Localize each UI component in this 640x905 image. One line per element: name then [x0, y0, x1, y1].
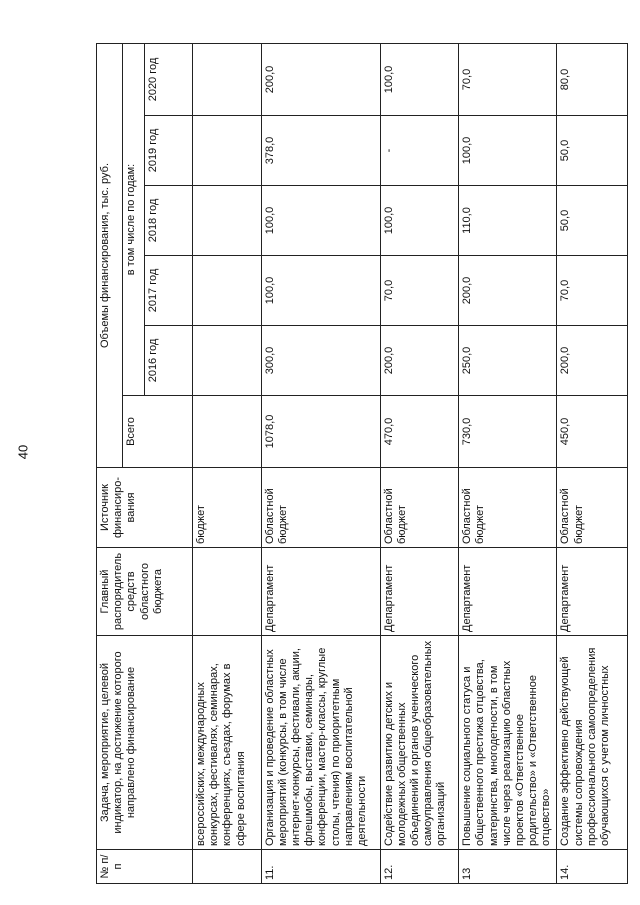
- row-num: 13: [459, 850, 557, 884]
- row-source: Областной бюджет: [380, 468, 459, 548]
- header-year-2016: 2016 год: [145, 326, 193, 396]
- row-2017: 70,0: [380, 256, 459, 326]
- row-2020: 80,0: [557, 43, 628, 115]
- table-row: [459, 43, 557, 883]
- table-row: [261, 43, 380, 883]
- row-2017: 200,0: [459, 256, 557, 326]
- financing-table: [96, 43, 628, 884]
- row-manager: Департамент: [380, 548, 459, 636]
- cell-empty: [193, 43, 262, 115]
- cell-empty: [193, 116, 262, 186]
- page-number: 40: [15, 444, 31, 460]
- row-manager: Департамент: [459, 548, 557, 636]
- row-2019: 100,0: [459, 116, 557, 186]
- cell-empty: [193, 256, 262, 326]
- row-2019: -: [380, 116, 459, 186]
- row-2017: 100,0: [261, 256, 380, 326]
- row-2020: 200,0: [261, 43, 380, 115]
- header-year-2019: 2019 год: [145, 116, 193, 186]
- table-row: [380, 43, 459, 883]
- row-2016: 300,0: [261, 326, 380, 396]
- row-2019: 378,0: [261, 116, 380, 186]
- table-row-continuation: [193, 43, 262, 883]
- cell-empty: [193, 548, 262, 636]
- row-task: Создание эффективно действующей системы сопровождения профессионального самоопределения обучающихся с учетом личностных: [557, 636, 628, 850]
- header-volume: Объемы финансирования, тыс. руб.: [97, 43, 123, 467]
- header-year-2017: 2017 год: [145, 256, 193, 326]
- table-row: [557, 43, 628, 883]
- continuation-text: всероссийских, международных конкурсах, фестивалях, семинарах, конференциях, съездах, форумах в сфере воспитания: [193, 636, 262, 850]
- continuation-source: бюджет: [193, 468, 262, 548]
- row-task: Повышение социального статуса и общественного престижа отцовства, материнства, многодетности, в том числе через реализацию областных проектов «Ответственное родительство» и «Ответственное отцовство»: [459, 636, 557, 850]
- cell-empty: [193, 326, 262, 396]
- row-num: 12.: [380, 850, 459, 884]
- row-2019: 50,0: [557, 116, 628, 186]
- header-manager: Главный распорядитель средств областного бюджета: [97, 548, 193, 636]
- row-source: Областной бюджет: [557, 468, 628, 548]
- header-source: Источник финансиро-вания: [97, 468, 193, 548]
- rotated-table-container: [96, 44, 628, 884]
- row-num: 11.: [261, 850, 380, 884]
- header-year-2020: 2020 год: [145, 43, 193, 115]
- row-total: 1078,0: [261, 396, 380, 468]
- row-manager: Департамент: [557, 548, 628, 636]
- row-2018: 100,0: [380, 186, 459, 256]
- row-source: Областной бюджет: [459, 468, 557, 548]
- row-2018: 50,0: [557, 186, 628, 256]
- row-2020: 100,0: [380, 43, 459, 115]
- row-task: Содействие развитию детских и молодежных общественных объединений и органов ученического самоуправления общеобразовательных организаций: [380, 636, 459, 850]
- row-2017: 70,0: [557, 256, 628, 326]
- header-total: Всего: [123, 396, 193, 468]
- row-total: 450,0: [557, 396, 628, 468]
- cell-empty: [193, 186, 262, 256]
- row-2016: 200,0: [380, 326, 459, 396]
- row-2016: 250,0: [459, 326, 557, 396]
- row-2018: 110,0: [459, 186, 557, 256]
- row-task: Организация и проведение областных мероприятий (конкурсы, в том числе интернет-конкурсы, фестивали, акции, флешмобы, выставки, семинары, конференции, мастер-классы, круглые столы, чтения) по приоритетным направлениям воспитательной деятельности: [261, 636, 380, 850]
- row-manager: Департамент: [261, 548, 380, 636]
- header-year-2018: 2018 год: [145, 186, 193, 256]
- cell-empty: [193, 850, 262, 884]
- header-num: № п/п: [97, 850, 193, 884]
- cell-empty: [193, 396, 262, 468]
- row-total: 730,0: [459, 396, 557, 468]
- row-source: Областной бюджет: [261, 468, 380, 548]
- row-2020: 70,0: [459, 43, 557, 115]
- row-total: 470,0: [380, 396, 459, 468]
- row-2018: 100,0: [261, 186, 380, 256]
- row-2016: 200,0: [557, 326, 628, 396]
- header-by-year: в том числе по годам:: [123, 43, 145, 395]
- row-num: 14.: [557, 850, 628, 884]
- header-task: Задача, мероприятие, целевой индикатор, на достижение которого направлено финансирование: [97, 636, 193, 850]
